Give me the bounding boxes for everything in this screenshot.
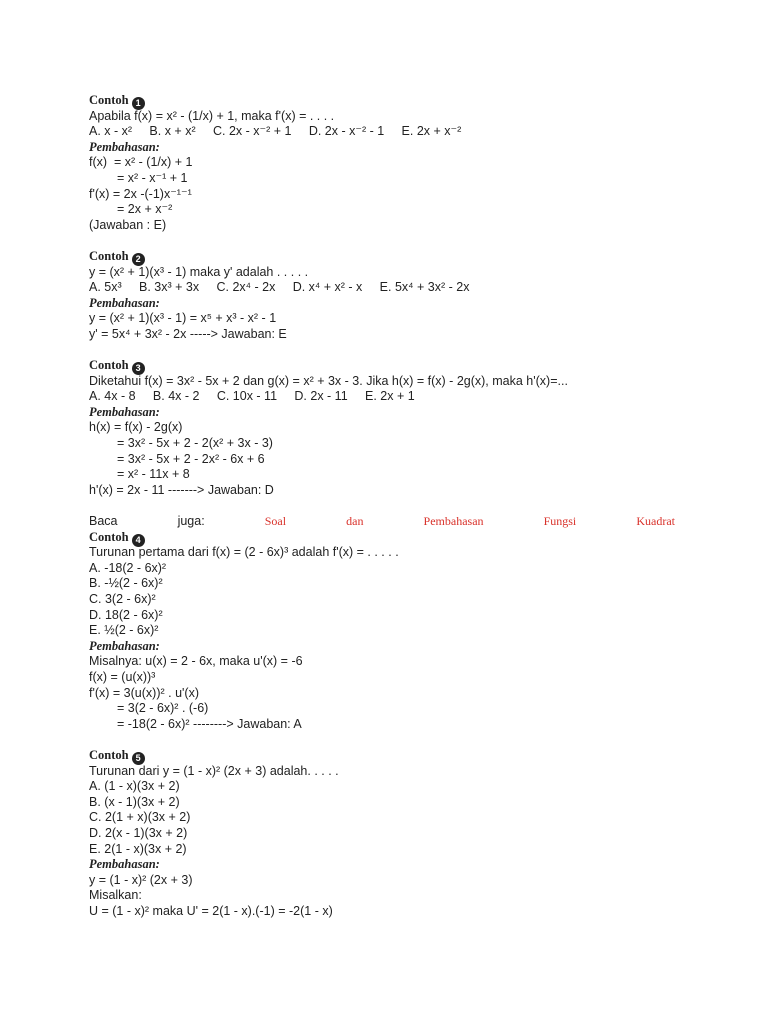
math-line: y = (x² + 1)(x³ - 1) = x⁵ + x³ - x² - 1 <box>89 311 277 326</box>
example-label: Contoh <box>89 747 129 762</box>
math-line: A. -18(2 - 6x)² <box>89 560 167 575</box>
math-line: (Jawaban : E) <box>89 217 167 232</box>
example-label: Contoh <box>89 358 129 373</box>
related-link-word[interactable]: Fungsi <box>543 514 577 529</box>
pembahasan-heading: Pembahasan: <box>89 404 160 419</box>
math-line: = x² - 11x + 8 <box>117 467 190 482</box>
math-line: A. x - x² B. x + x² C. 2x - x⁻² + 1 D. 2x - x⁻² - 1 E. 2x + x⁻² <box>89 124 462 139</box>
baca-word: Baca <box>89 514 118 529</box>
related-link-word[interactable]: dan <box>346 514 364 529</box>
math-line: h'(x) = 2x - 11 -------> Jawaban: D <box>89 482 274 497</box>
related-article-line <box>89 514 675 530</box>
pembahasan-heading: Pembahasan: <box>89 139 160 154</box>
example-heading <box>89 530 689 546</box>
math-line: A. 5x³ B. 3x³ + 3x C. 2x⁴ - 2x D. x⁴ + x² - x E. 5x⁴ + 3x² - 2x <box>89 280 470 295</box>
math-line: A. (1 - x)(3x + 2) <box>89 779 180 794</box>
math-line: C. 3(2 - 6x)² <box>89 592 156 606</box>
math-line: Turunan pertama dari f(x) = (2 - 6x)³ adalah f'(x) = . . . . . <box>89 545 399 560</box>
math-line: f(x) = (u(x))³ <box>89 669 156 684</box>
example-heading <box>89 93 689 109</box>
document-body <box>89 93 689 919</box>
math-line: A. 4x - 8 B. 4x - 2 C. 10x - 11 D. 2x - 11 E. 2x + 1 <box>89 389 415 404</box>
example-label: Contoh <box>89 93 129 107</box>
math-line: = 3x² - 5x + 2 - 2x² - 6x + 6 <box>117 451 265 466</box>
example-heading <box>89 249 689 265</box>
math-line: E. 2(1 - x)(3x + 2) <box>89 841 187 856</box>
related-link-word[interactable]: Kuadrat <box>636 514 675 529</box>
math-line: U = (1 - x)² maka U' = 2(1 - x).(-1) = -2(1 - x) <box>89 903 333 918</box>
math-line: y = (1 - x)² (2x + 3) <box>89 872 193 887</box>
math-line: B. -½(2 - 6x)² <box>89 576 163 591</box>
math-line: = 3(2 - 6x)² . (-6) <box>117 701 209 716</box>
example-number-badge: 4 <box>132 534 145 547</box>
pembahasan-heading: Pembahasan: <box>89 295 160 310</box>
example-number-badge: 1 <box>132 97 145 110</box>
pembahasan-heading: Pembahasan: <box>89 638 160 653</box>
math-line: Apabila f(x) = x² - (1/x) + 1, maka f'(x) = . . . . <box>89 108 335 123</box>
spacer <box>89 233 689 249</box>
math-line: D. 18(2 - 6x)² <box>89 607 163 622</box>
spacer <box>89 732 689 748</box>
math-line: f'(x) = 3(u(x))² . u'(x) <box>89 685 199 700</box>
example-number-badge: 2 <box>132 253 145 266</box>
math-line: h(x) = f(x) - 2g(x) <box>89 420 183 435</box>
math-line: = x² - x⁻¹ + 1 <box>117 170 188 185</box>
math-line: Misalnya: u(x) = 2 - 6x, maka u'(x) = -6 <box>89 654 303 669</box>
pembahasan-heading: Pembahasan: <box>89 857 160 872</box>
math-line: y' = 5x⁴ + 3x² - 2x -----> Jawaban: E <box>89 326 287 341</box>
math-line: = 3x² - 5x + 2 - 2(x² + 3x - 3) <box>117 436 273 451</box>
math-line: Turunan dari y = (1 - x)² (2x + 3) adalah. . . . . <box>89 763 339 778</box>
math-line: = 2x + x⁻² <box>117 202 173 217</box>
math-line: f(x) = x² - (1/x) + 1 <box>89 155 193 170</box>
spacer <box>89 343 689 359</box>
baca-word: juga: <box>177 514 205 529</box>
math-line: C. 2(1 + x)(3x + 2) <box>89 810 191 825</box>
related-link-word[interactable]: Pembahasan <box>423 514 484 529</box>
math-line: D. 2(x - 1)(3x + 2) <box>89 825 188 840</box>
math-line: Misalkan: <box>89 888 142 903</box>
example-heading <box>89 358 689 374</box>
math-line: Diketahui f(x) = 3x² - 5x + 2 dan g(x) = x² + 3x - 3. Jika h(x) = f(x) - 2g(x), maka h'(x)=... <box>89 373 568 388</box>
example-heading <box>89 748 689 764</box>
related-link-word[interactable]: Soal <box>264 514 287 529</box>
math-line: E. ½(2 - 6x)² <box>89 623 159 638</box>
math-line: f'(x) = 2x -(-1)x⁻¹⁻¹ <box>89 186 192 201</box>
example-number-badge: 5 <box>132 752 145 765</box>
example-label: Contoh <box>89 248 129 263</box>
math-line: = -18(2 - 6x)² --------> Jawaban: A <box>117 716 302 731</box>
spacer <box>89 498 689 514</box>
math-line: y = (x² + 1)(x³ - 1) maka y' adalah . . . . . <box>89 264 309 279</box>
example-number-badge: 3 <box>132 362 145 375</box>
math-line: B. (x - 1)(3x + 2) <box>89 794 180 809</box>
example-label: Contoh <box>89 529 129 544</box>
